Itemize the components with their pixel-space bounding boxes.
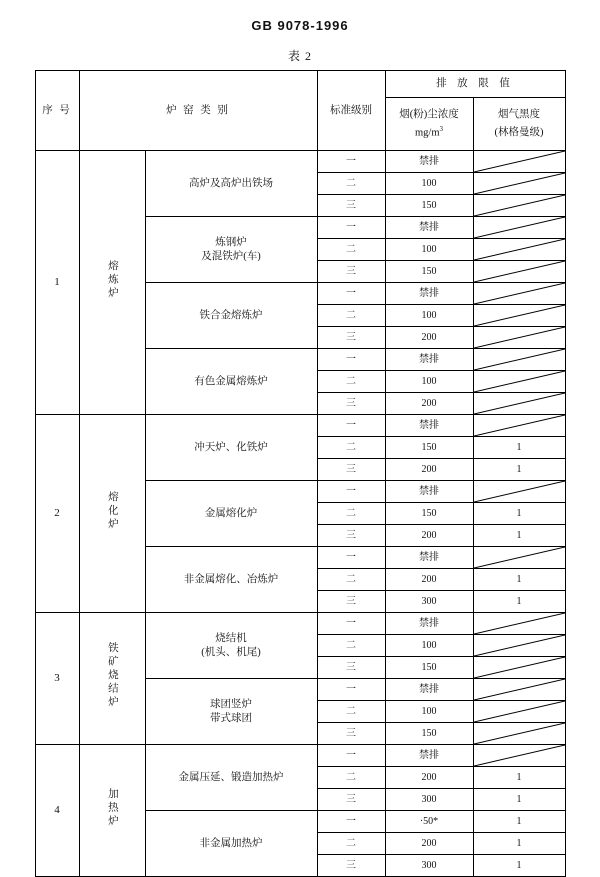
dust-limit-value: 100: [385, 239, 473, 261]
smoke-blackness-value: 1: [473, 591, 565, 613]
dust-limit-value: 150: [385, 723, 473, 745]
dust-limit-value: 100: [385, 635, 473, 657]
standard-level: 三: [317, 459, 385, 481]
standard-level: 一: [317, 811, 385, 833]
standard-level: 三: [317, 261, 385, 283]
dust-limit-value: 禁排: [385, 151, 473, 173]
smoke-blackness-value: 1: [473, 811, 565, 833]
dust-limit-value: 禁排: [385, 283, 473, 305]
standard-level: 一: [317, 217, 385, 239]
group-name: 加热炉: [79, 745, 145, 877]
kiln-name: 烧结机 (机头、机尾): [145, 613, 317, 679]
kiln-name: 炼钢炉 及混铁炉(车): [145, 217, 317, 283]
header-emission-group: 排 放 限 值: [385, 71, 565, 98]
kiln-name: 非金属加热炉: [145, 811, 317, 877]
dust-limit-value: 100: [385, 173, 473, 195]
standard-level: 二: [317, 305, 385, 327]
smoke-blackness-not-applicable: [473, 393, 565, 415]
dust-limit-value: 100: [385, 305, 473, 327]
standard-level: 二: [317, 437, 385, 459]
kiln-name: 冲天炉、化铁炉: [145, 415, 317, 481]
smoke-blackness-value: 1: [473, 525, 565, 547]
dust-limit-value: 150: [385, 261, 473, 283]
standard-level: 二: [317, 503, 385, 525]
dust-limit-value: 禁排: [385, 679, 473, 701]
standard-level: 三: [317, 525, 385, 547]
dust-limit-value: 200: [385, 569, 473, 591]
standard-number: GB 9078-1996: [251, 18, 349, 33]
standard-level: 一: [317, 151, 385, 173]
dust-limit-value: ·50*: [385, 811, 473, 833]
smoke-blackness-not-applicable: [473, 327, 565, 349]
dust-limit-value: 禁排: [385, 745, 473, 767]
smoke-blackness-not-applicable: [473, 261, 565, 283]
dust-limit-value: 150: [385, 437, 473, 459]
smoke-blackness-not-applicable: [473, 613, 565, 635]
smoke-blackness-not-applicable: [473, 723, 565, 745]
group-name: 熔炼炉: [79, 151, 145, 415]
table-row: [35, 613, 565, 635]
smoke-blackness-value: 1: [473, 833, 565, 855]
table-header: [35, 71, 565, 151]
standard-level: 三: [317, 327, 385, 349]
dust-limit-value: 100: [385, 371, 473, 393]
header-dust-unit: $mg/m^3$: [414, 125, 443, 139]
dust-limit-value: 禁排: [385, 547, 473, 569]
header-level: 标准级别: [317, 71, 385, 151]
kiln-name: 金属压延、锻造加热炉: [145, 745, 317, 811]
header-smoke-unit: (林格曼级): [494, 127, 544, 138]
smoke-blackness-not-applicable: [473, 415, 565, 437]
header-seq: 序 号: [35, 71, 79, 151]
kiln-name: 有色金属熔炼炉: [145, 349, 317, 415]
table-row: [35, 415, 565, 437]
header-dust: 烟(粉)尘浓度 $mg/m^3$: [385, 98, 473, 151]
smoke-blackness-value: 1: [473, 789, 565, 811]
smoke-blackness-value: 1: [473, 503, 565, 525]
dust-limit-value: 禁排: [385, 217, 473, 239]
dust-limit-value: 300: [385, 591, 473, 613]
dust-limit-value: 150: [385, 503, 473, 525]
standard-level: 三: [317, 591, 385, 613]
standard-level: 三: [317, 657, 385, 679]
standard-level: 二: [317, 833, 385, 855]
standard-level: 二: [317, 635, 385, 657]
group-sequence-number: 3: [35, 613, 79, 745]
smoke-blackness-not-applicable: [473, 371, 565, 393]
group-sequence-number: 1: [35, 151, 79, 415]
standard-level: 三: [317, 723, 385, 745]
smoke-blackness-value: 1: [473, 569, 565, 591]
smoke-blackness-not-applicable: [473, 173, 565, 195]
standard-level: 一: [317, 679, 385, 701]
smoke-blackness-not-applicable: [473, 635, 565, 657]
dust-limit-value: 200: [385, 833, 473, 855]
dust-limit-value: 150: [385, 657, 473, 679]
dust-limit-value: 200: [385, 525, 473, 547]
dust-limit-value: 300: [385, 855, 473, 877]
kiln-name: 铁合金熔炼炉: [145, 283, 317, 349]
group-sequence-number: 2: [35, 415, 79, 613]
kiln-name: 非金属熔化、冶炼炉: [145, 547, 317, 613]
standard-level: 一: [317, 415, 385, 437]
standard-level: 二: [317, 239, 385, 261]
standard-level: 一: [317, 613, 385, 635]
smoke-blackness-not-applicable: [473, 349, 565, 371]
standard-level: 一: [317, 745, 385, 767]
standard-level: 二: [317, 701, 385, 723]
standard-level: 一: [317, 481, 385, 503]
smoke-blackness-not-applicable: [473, 657, 565, 679]
smoke-blackness-value: 1: [473, 767, 565, 789]
dust-limit-value: 200: [385, 459, 473, 481]
table-row: [35, 151, 565, 173]
dust-limit-value: 禁排: [385, 481, 473, 503]
standard-level: 二: [317, 173, 385, 195]
standard-level: 一: [317, 547, 385, 569]
smoke-blackness-not-applicable: [473, 701, 565, 723]
smoke-blackness-not-applicable: [473, 239, 565, 261]
smoke-blackness-not-applicable: [473, 283, 565, 305]
standard-level: 一: [317, 349, 385, 371]
table-row: [35, 745, 565, 767]
standard-level: 二: [317, 569, 385, 591]
smoke-blackness-not-applicable: [473, 679, 565, 701]
standard-level: 一: [317, 283, 385, 305]
header-kiln-type: 炉 窑 类 别: [79, 71, 317, 151]
dust-limit-value: 禁排: [385, 613, 473, 635]
group-sequence-number: 4: [35, 745, 79, 877]
table-caption: 表 2: [287, 49, 312, 63]
smoke-blackness-value: 1: [473, 459, 565, 481]
standard-level: 三: [317, 855, 385, 877]
kiln-name: 球团竖炉 带式球团: [145, 679, 317, 745]
group-name: 熔化炉: [79, 415, 145, 613]
smoke-blackness-value: 1: [473, 437, 565, 459]
smoke-blackness-not-applicable: [473, 547, 565, 569]
dust-limit-value: 150: [385, 195, 473, 217]
group-name: 铁矿烧结炉: [79, 613, 145, 745]
kiln-name: 金属熔化炉: [145, 481, 317, 547]
smoke-blackness-not-applicable: [473, 305, 565, 327]
smoke-blackness-value: 1: [473, 855, 565, 877]
emission-limits-table: [35, 70, 566, 877]
smoke-blackness-not-applicable: [473, 745, 565, 767]
standard-level: 三: [317, 195, 385, 217]
dust-limit-value: 禁排: [385, 349, 473, 371]
table-body: [35, 151, 565, 877]
dust-limit-value: 200: [385, 327, 473, 349]
smoke-blackness-not-applicable: [473, 195, 565, 217]
smoke-blackness-not-applicable: [473, 151, 565, 173]
smoke-blackness-not-applicable: [473, 217, 565, 239]
standard-level: 二: [317, 371, 385, 393]
kiln-name: 高炉及高炉出铁场: [145, 151, 317, 217]
standard-level: 三: [317, 789, 385, 811]
dust-limit-value: 200: [385, 393, 473, 415]
header-smoke: 烟气黑度 (林格曼级): [473, 98, 565, 151]
smoke-blackness-not-applicable: [473, 481, 565, 503]
standard-level: 三: [317, 393, 385, 415]
dust-limit-value: 200: [385, 767, 473, 789]
dust-limit-value: 禁排: [385, 415, 473, 437]
dust-limit-value: 300: [385, 789, 473, 811]
dust-limit-value: 100: [385, 701, 473, 723]
standard-level: 二: [317, 767, 385, 789]
